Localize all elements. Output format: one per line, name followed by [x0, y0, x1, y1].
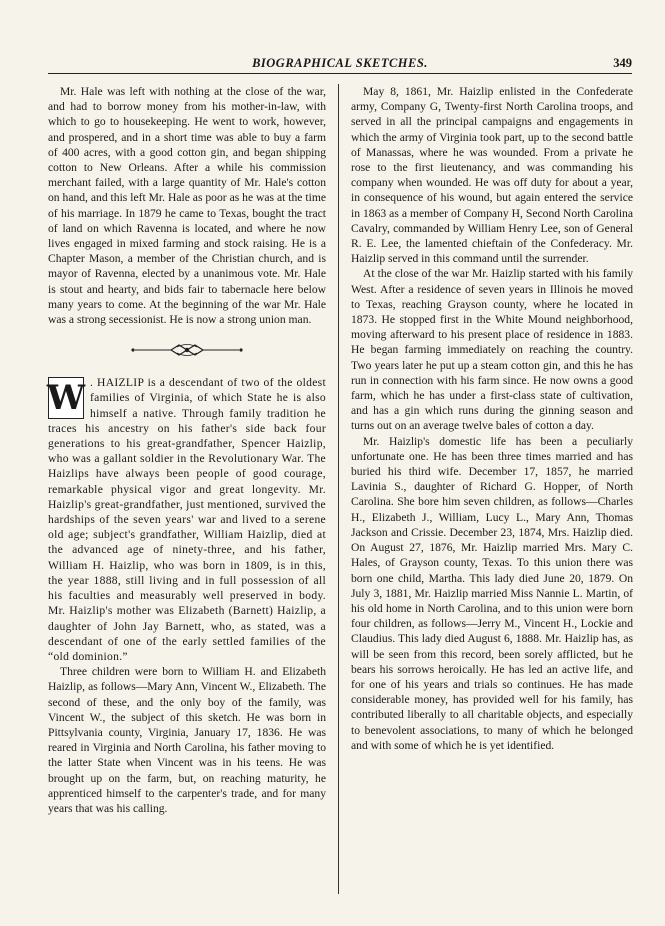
military-paragraph: May 8, 1861, Mr. Haizlip enlisted in the Confederate army, Company G, Twenty-first North Carolina troops, and served in all the principal campaigns and engagements in which the army of Virginia took part, up to the second battle of Manassas, where he was wounded. From a private he rose to the first lieutenancy, and was commanding his company when wounded. He was off duty for about a year, in consequence of his wound, but again entered the service in 1863 as a member of Company H, Second North Carolina Cavalry, commanded by William Henry Lee, son of General R. E. Lee, the lamented chieftain of the Confederacy. Mr. Haizlip served in this command until the surrender. — [351, 85, 633, 266]
domestic-life-paragraph: Mr. Haizlip's domestic life has been a peculiarly unfortunate one. He has been three times married and has buried his third wife. December 17, 1857, he married Lavinia S., daughter of Richard G. Hopper, of North Carolina. She bore him seven children, as follows—Charles H., Elizabeth J., William, Lucy L., Mary Ann, Thomas Jackson and Crissie. December 23, 1874, Mrs. Haizlip died. On August 27, 1876, Mr. Haizlip married Mrs. Mary C. Hales, of Grayson county, Texas. To this union there was born one child, Martha. This lady died June 20, 1879. On July 3, 1881, Mr. Haizlip married Miss Nannie L. Martin, of his old home in North Carolina, and to this union were born four children, as follows—Jerry M., Vincent H., Lockie and Claudius. This lady died August 6, 1888. Mr. Haizlip has, as will be seen from this record, been sorely afflicted, but he bears his sorrows heroically. He has led an active life, and for one of his years and trials so continues. He has made considerable money, has provided well for his family, has contributed liberally to all charitable objects, and especially to benevolent associations, to many of which he belonged and with some of which he is yet identified. — [351, 434, 633, 752]
children-paragraph: Three children were born to William H. and Elizabeth Haizlip, as follows—Mary Ann, Vincent W., Elizabeth. The second of these, and the only boy of the family, was Vincent W., the subject of this sketch. He was born in Pittsylvania county, Virginia, January 17, 1836. He was reared in Virginia and North Carolina, his father moving to the latter State when Vincent was in his teens. He was brought up on the farm, but, on reaching maturity, he apprenticed himself to the carpenter's trade, and for many years that was his calling. — [48, 665, 326, 815]
page-header — [48, 56, 632, 72]
header-rule — [48, 73, 632, 74]
section-ornament — [48, 343, 326, 357]
running-title: BIOGRAPHICAL SKETCHES. — [252, 56, 428, 70]
haizlip-intro-text: . HAIZLIP is a descendant of two of the oldest families of Virginia, of which State he is also himself a native. Through family tradition he traces his ancestry on his father's side back four generations to his great-grandfather, Spencer Haizlip, who was a gallant soldier in the Revolutionary War. The Haizlips have always been people of good courage, remarkable physical vigor and great longevity. Mr. Haizlip's great-grandfather, just mentioned, survived the hardships of the seven years' war and lived to a serene old age; subject's grandfather, William Haizlip, died at the advanced age of ninety-three, and his father, William H. Haizlip, who was born in 1809, is in this, the year 1888, still living and in full possession of all his faculties and measurably well preserved in body. Mr. Haizlip's mother was Elizabeth (Barnett) Haizlip, a daughter of John Jay Barnett, who, as stated, was a descendant of one of the early settled families of the “old dominion.” — [48, 376, 326, 663]
haizlip-intro-paragraph — [48, 375, 326, 664]
hale-paragraph: Mr. Hale was left with nothing at the close of the war, and had to borrow money from his mother-in-law, with which to go to housekeeping. He went to work, however, and prospered, and in a short time was able to buy a farm of 400 acres, with a good cotton gin, and began shipping cotton to New Orleans. After a while his commission merchant failed, with a large quantity of Mr. Hale's cotton on hand, and this left Mr. Hale as poor as he was at the time of his marriage. In 1879 he came to Texas, bought the tract of land on which Ravenna is located, and where he now lives engaged in mixed farming and stock raising. He is a Chapter Mason, a member of the Christian church, and is mayor of Ravenna, elected by a unanimous vote. Mr. Hale is stout and hearty, and bids fair to tabernacle here below many years to come. At the beginning of the war Mr. Hale was a strong secessionist. He is now a strong union man. — [48, 85, 326, 327]
right-column — [351, 84, 633, 753]
texas-paragraph: At the close of the war Mr. Haizlip started with his family West. After a residence of seven years in Illinois he moved to Texas, reaching Grayson county, where he located in 1873. He stopped first in the White Mound neighborhood, moving afterward to his present place of residence in 1883. He began farming immediately on reaching the country. Two years later he put up a steam cotton gin, and this he has run in connection with his farm since. He now owns a good farm, which he has under a first-class state of cultivation, and has a gin which runs during the ginning season and turns out on an average twelve bales of cotton a day. — [351, 267, 633, 433]
drop-cap: W — [46, 378, 86, 419]
page-number: 349 — [613, 56, 632, 70]
ornament-icon — [127, 343, 247, 357]
left-column — [48, 84, 326, 816]
column-divider — [338, 84, 339, 894]
